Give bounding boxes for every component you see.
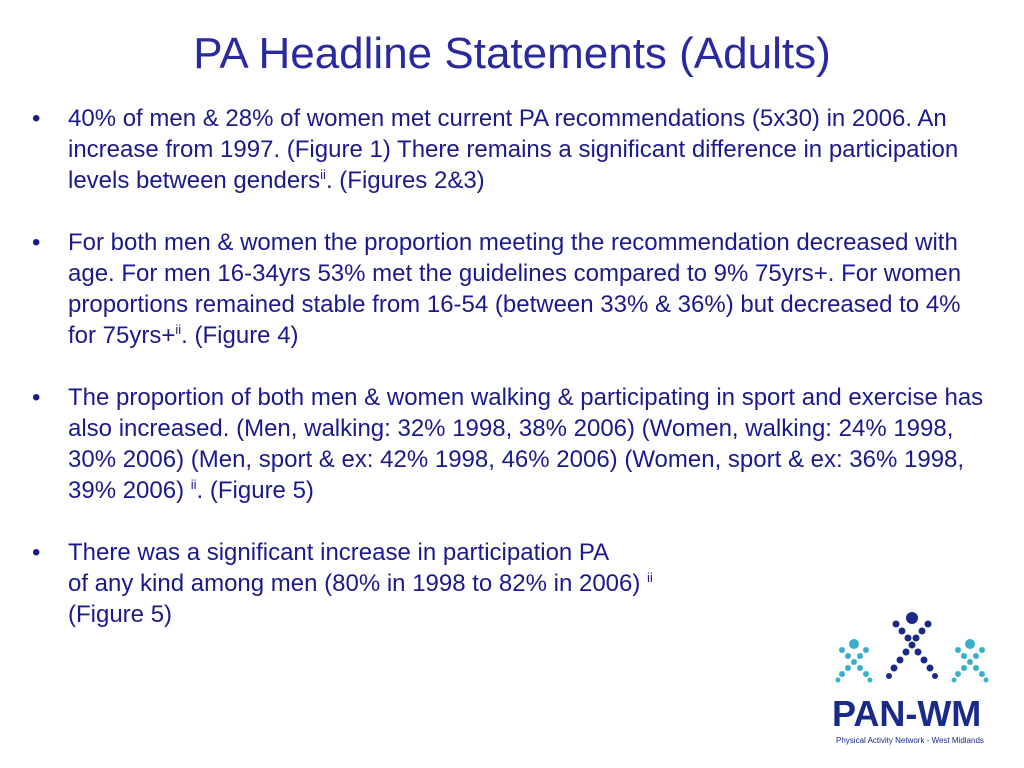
bullet-text-tail: . (Figure 5) — [196, 477, 314, 504]
citation-superscript: ii — [190, 477, 197, 492]
bullet-text-line: (Figure 5) — [68, 601, 173, 628]
logo-wordmark: PAN-WM — [832, 693, 982, 734]
citation-superscript: ii — [647, 570, 653, 585]
citation-superscript: ii — [320, 167, 326, 182]
bullet-text-line: There was a significant increase in participation PA — [68, 539, 610, 566]
bullet-text-line: of any kind among men (80% in 1998 to 82% in 2006) — [68, 570, 648, 597]
bullet-text-main: The proportion of both men & women walking & participating in sport and exercise has also increased. (Men, walking: 32% 1998, 38% 2006) (Women, walking: 24% 1998, 30% 2006) (Men, sport & ex: 42% 1998, 46% 2006) (Women, sport & ex: 36% 1998, 39% 2006) — [68, 384, 984, 504]
slide-title: PA Headline Statements (Adults) — [193, 29, 831, 78]
bullet-text — [68, 382, 990, 506]
bullet-text-tail: . (Figures 2&3) — [325, 167, 485, 194]
bullet-text — [68, 103, 990, 196]
citation-superscript: ii — [175, 322, 182, 337]
bullet-item — [30, 227, 990, 351]
pan-wm-logo — [826, 610, 996, 750]
bullet-item — [30, 382, 990, 506]
bullet-item — [30, 103, 990, 196]
bullet-text — [68, 227, 990, 351]
bullet-text-main: For both men & women the proportion meeting the recommendation decreased with age. For men 16-34yrs 53% met the guidelines compared to 9% 75yrs+. For women proportions remained stable from 16-54 (between 33% & 36%) but decreased to 4% for 75yrs+ — [68, 229, 962, 349]
bullet-text-main: 40% of men & 28% of women met current PA recommendations (5x30) in 2006. An increase from 1997. (Figure 1) There remains a significant difference in participation levels between genders — [68, 105, 959, 194]
bullet-list — [30, 103, 990, 661]
figures-logo-icon — [832, 610, 992, 694]
logo-subtitle: Physical Activity Network - West Midlands — [836, 736, 984, 745]
bullet-text-tail: . (Figure 4) — [181, 322, 299, 349]
